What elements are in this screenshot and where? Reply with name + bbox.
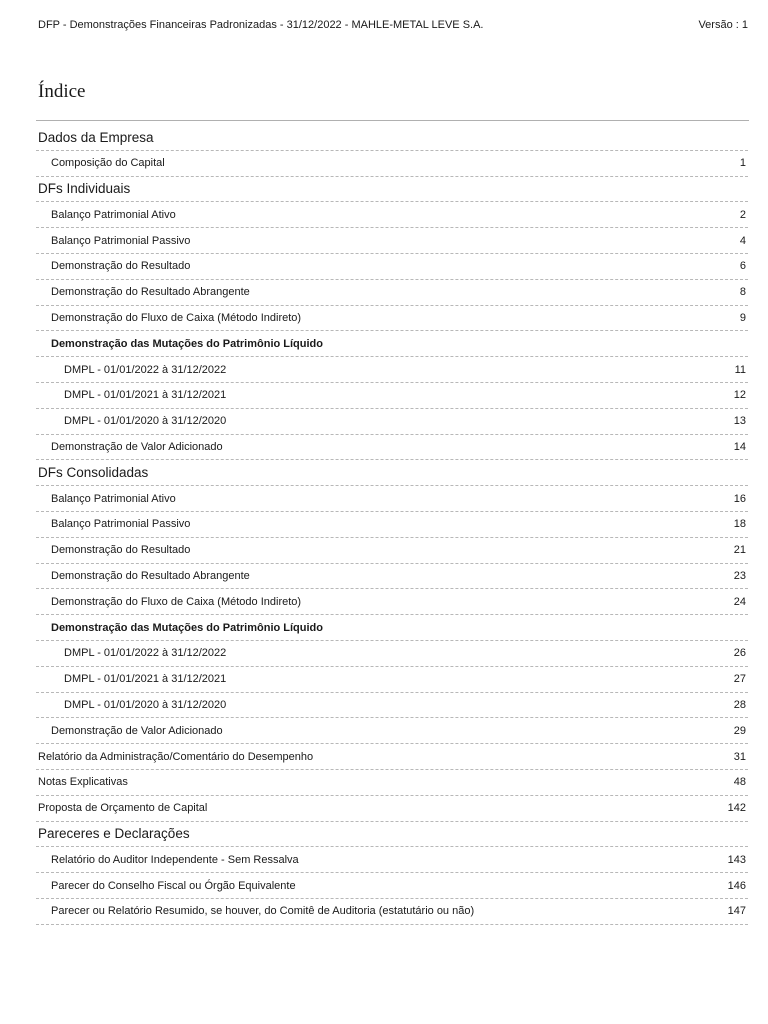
toc-entry[interactable] <box>36 615 748 641</box>
toc-entry-label: Demonstração do Resultado <box>51 260 191 273</box>
document-version: Versão : 1 <box>698 19 748 31</box>
toc-entry[interactable] <box>36 770 748 796</box>
toc-entry-page-number: 12 <box>733 389 746 402</box>
toc-entry-label: Composição do Capital <box>51 157 165 170</box>
toc-entry[interactable] <box>36 357 748 383</box>
toc-entry-page-number: 1 <box>739 157 746 170</box>
toc-entry-page-number: 143 <box>727 853 746 866</box>
toc-entry-label: Demonstração das Mutações do Patrimônio Líquido <box>51 621 323 634</box>
toc-entry[interactable] <box>36 693 748 719</box>
toc-entry-label: DMPL - 01/01/2022 à 31/12/2022 <box>64 647 227 660</box>
toc-entry-page-number: 146 <box>727 879 746 892</box>
toc-entry[interactable] <box>36 280 748 306</box>
toc-entry[interactable] <box>36 254 748 280</box>
toc-entry-page-number: 13 <box>733 415 746 428</box>
toc-entry[interactable] <box>36 564 748 590</box>
toc-entry[interactable] <box>36 796 748 822</box>
toc-entry[interactable] <box>36 589 748 615</box>
table-of-contents <box>36 125 748 925</box>
toc-entry-label: Dados da Empresa <box>38 129 154 145</box>
toc-entry[interactable] <box>36 538 748 564</box>
toc-entry-page-number: 147 <box>727 905 746 918</box>
toc-entry-label: Parecer ou Relatório Resumido, se houver, do Comitê de Auditoria (estatutário ou não) <box>51 905 475 918</box>
toc-entry[interactable] <box>36 435 748 461</box>
toc-entry-page-number: 23 <box>733 569 746 582</box>
toc-entry-label: DMPL - 01/01/2021 à 31/12/2021 <box>64 673 227 686</box>
toc-entry-page-number: 6 <box>739 260 746 273</box>
toc-entry[interactable] <box>36 383 748 409</box>
toc-entry[interactable] <box>36 718 748 744</box>
toc-entry-label: Balanço Patrimonial Ativo <box>51 208 176 221</box>
toc-entry-label: Demonstração do Resultado Abrangente <box>51 286 250 299</box>
toc-entry-page-number: 142 <box>727 802 746 815</box>
toc-entry-page-number: 11 <box>734 363 746 376</box>
toc-entry-label: Relatório da Administração/Comentário do Desempenho <box>38 750 314 763</box>
toc-entry-label: DMPL - 01/01/2020 à 31/12/2020 <box>64 415 227 428</box>
toc-entry-label: Parecer do Conselho Fiscal ou Órgão Equivalente <box>51 879 296 892</box>
toc-entry-label: Relatório do Auditor Independente - Sem Ressalva <box>51 853 299 866</box>
toc-entry-page-number: 26 <box>733 647 746 660</box>
toc-entry-page-number: 16 <box>733 492 746 505</box>
toc-entry-page-number: 18 <box>733 518 746 531</box>
document-header <box>38 19 748 31</box>
toc-section-heading <box>36 822 748 848</box>
toc-entry[interactable] <box>36 331 748 357</box>
toc-section-heading <box>36 177 748 203</box>
toc-entry-page-number: 31 <box>733 750 746 763</box>
toc-entry-page-number: 21 <box>733 544 746 557</box>
toc-entry-label: Demonstração do Fluxo de Caixa (Método Indireto) <box>51 595 302 608</box>
toc-entry-page-number: 2 <box>739 208 746 221</box>
toc-entry-label: Balanço Patrimonial Passivo <box>51 518 191 531</box>
toc-entry-page-number: 9 <box>739 311 746 324</box>
toc-entry-label: DMPL - 01/01/2021 à 31/12/2021 <box>64 389 227 402</box>
toc-entry-label: Balanço Patrimonial Passivo <box>51 234 191 247</box>
toc-entry-label: Demonstração das Mutações do Patrimônio Líquido <box>51 337 323 350</box>
toc-entry[interactable] <box>36 512 748 538</box>
toc-entry[interactable] <box>36 847 748 873</box>
toc-entry[interactable] <box>36 873 748 899</box>
page-title: Índice <box>38 80 86 102</box>
toc-entry[interactable] <box>36 228 748 254</box>
toc-entry-page-number: 14 <box>733 440 746 453</box>
toc-entry-label: Demonstração de Valor Adicionado <box>51 440 223 453</box>
toc-entry-page-number: 24 <box>733 595 746 608</box>
toc-entry-page-number: 27 <box>733 673 746 686</box>
toc-entry[interactable] <box>36 486 748 512</box>
toc-entry-page-number: 4 <box>739 234 746 247</box>
toc-entry-label: Balanço Patrimonial Ativo <box>51 492 176 505</box>
toc-entry-page-number: 8 <box>739 286 746 299</box>
toc-entry-label: DFs Consolidadas <box>38 465 149 481</box>
toc-entry-label: Demonstração do Resultado <box>51 544 191 557</box>
toc-entry-label: Proposta de Orçamento de Capital <box>38 802 208 815</box>
toc-entry[interactable] <box>36 641 748 667</box>
toc-entry[interactable] <box>36 667 748 693</box>
toc-entry-label: Notas Explicativas <box>38 776 128 789</box>
toc-entry[interactable] <box>36 306 748 332</box>
toc-section-heading <box>36 125 748 151</box>
toc-entry-label: Demonstração de Valor Adicionado <box>51 724 223 737</box>
title-divider <box>36 120 749 121</box>
toc-entry[interactable] <box>36 744 748 770</box>
toc-entry[interactable] <box>36 899 748 925</box>
document-header-title: DFP - Demonstrações Financeiras Padronizadas - 31/12/2022 - MAHLE-METAL LEVE S.A. <box>38 19 484 31</box>
toc-entry[interactable] <box>36 151 748 177</box>
toc-entry-page-number: 28 <box>733 698 746 711</box>
toc-entry-page-number: 29 <box>733 724 746 737</box>
toc-entry[interactable] <box>36 202 748 228</box>
toc-entry-label: Pareceres e Declarações <box>38 826 190 842</box>
toc-entry-label: DMPL - 01/01/2020 à 31/12/2020 <box>64 698 227 711</box>
toc-entry-label: DFs Individuais <box>38 181 131 197</box>
toc-entry[interactable] <box>36 409 748 435</box>
toc-entry-label: DMPL - 01/01/2022 à 31/12/2022 <box>64 363 227 376</box>
toc-section-heading <box>36 460 748 486</box>
toc-entry-page-number: 48 <box>733 776 746 789</box>
toc-entry-label: Demonstração do Resultado Abrangente <box>51 569 250 582</box>
toc-entry-label: Demonstração do Fluxo de Caixa (Método Indireto) <box>51 311 302 324</box>
